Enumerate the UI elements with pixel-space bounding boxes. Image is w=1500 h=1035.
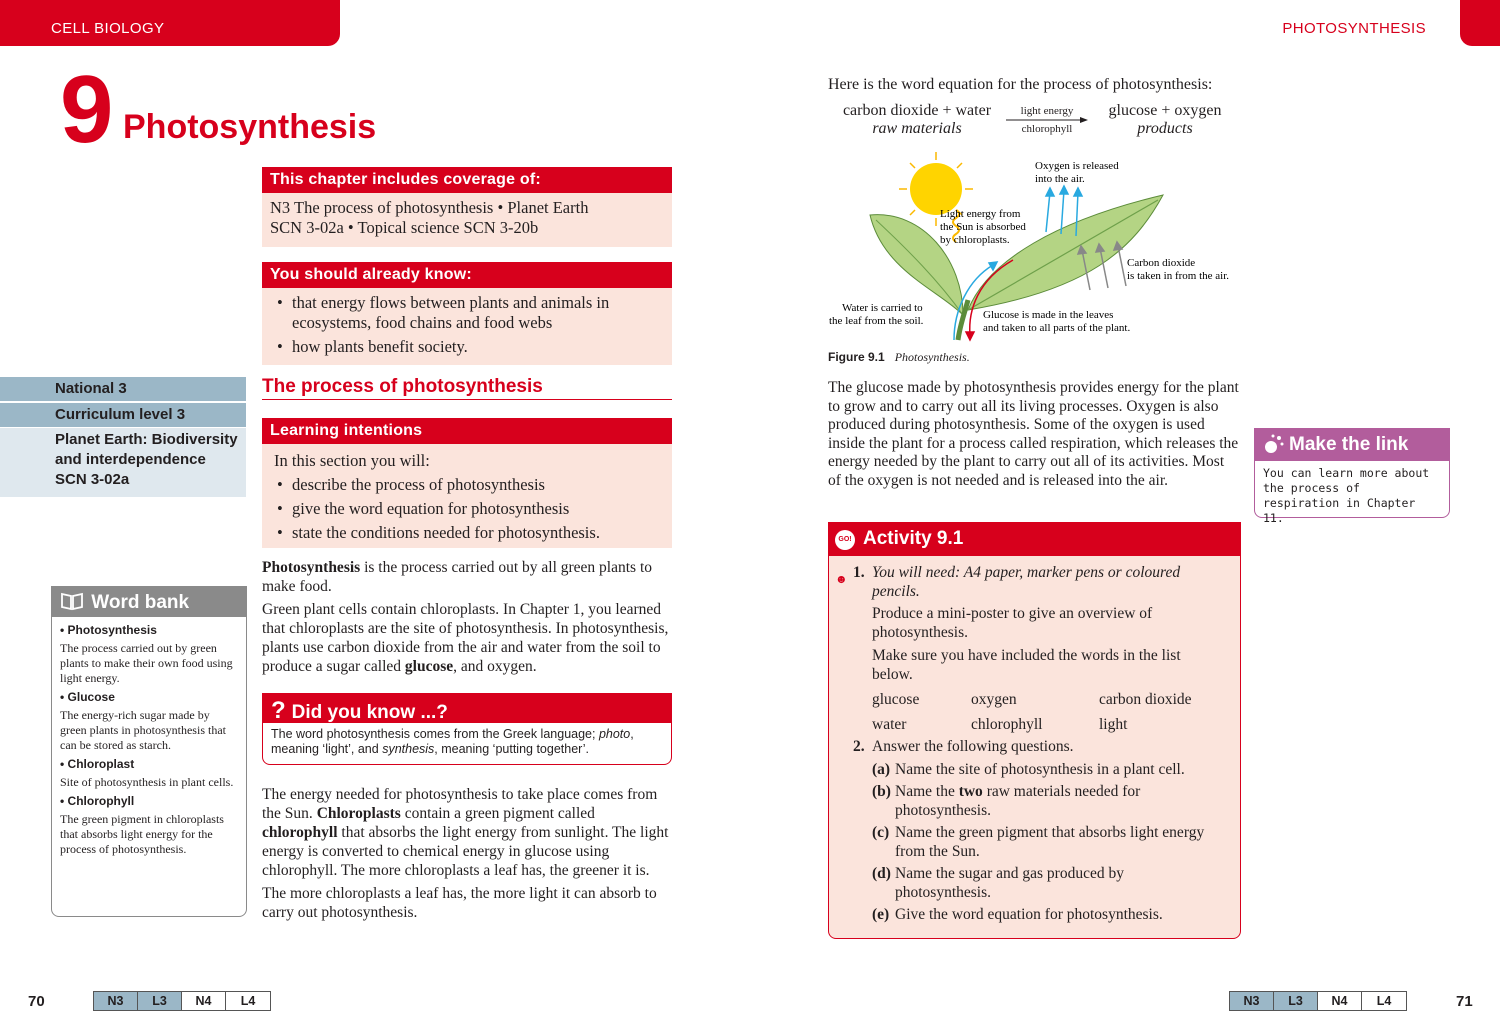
coverage-heading: This chapter includes coverage of: — [262, 167, 672, 193]
coverage-line: SCN 3-02a • Topical science SCN 3-20b — [270, 218, 539, 237]
equation-reactants: carbon dioxide + water — [842, 102, 992, 119]
word-bank-term: • Glucose — [60, 690, 115, 704]
level-topic: Planet Earth: Biodiversity and interdependence SCN 3-02a — [0, 428, 246, 497]
part-text: Name the sugar and gas produced by photosynthesis. — [895, 865, 1124, 901]
level-cell: L3 — [1274, 992, 1318, 1010]
page-number-right: 71 — [1456, 993, 1473, 1010]
term-chlorophyll: chlorophyll — [262, 824, 338, 841]
chapter-number: 9 — [60, 56, 110, 163]
intro-text: Photosynthesis is the process carried out by all green plants to make food. Green plant cells contain chloroplasts. In Chapter 1, you learned that chloroplasts are the site of photosynthesis. In photosynthesis, plants use carbon dioxide from the air and water from the soil to produce a sugar called glucose, and oxygen. — [262, 559, 669, 675]
level-strip-left — [93, 991, 271, 1011]
term-chloroplasts: Chloroplasts — [316, 805, 401, 822]
question-number: 2. — [853, 738, 865, 755]
arrow-above-label: light energy — [1020, 105, 1074, 117]
word-bank-term: • Chlorophyll — [60, 794, 135, 808]
level-strip-right — [1229, 991, 1407, 1011]
link-icon — [1261, 433, 1285, 457]
activity-heading: Activity 9.1 — [863, 528, 964, 549]
label-glucose: and taken to all parts of the plant. — [983, 322, 1131, 334]
make-the-link-text: You can learn more about the process of respiration in Chapter 11. — [1263, 466, 1430, 525]
level-national: National 3 — [0, 377, 246, 401]
arrow-below-label: chlorophyll — [1021, 123, 1073, 135]
chapter-title: Photosynthesis — [123, 108, 377, 146]
activity-header — [829, 523, 1240, 556]
word-list-item: glucose — [872, 691, 920, 708]
word-list-item: oxygen — [971, 691, 1017, 708]
section-title: The process of photosynthesis — [262, 376, 672, 400]
label-light: by chloroplasts. — [940, 234, 1010, 246]
list-item: • describe the process of photosynthesis — [270, 473, 660, 497]
did-you-know-box — [262, 693, 672, 765]
book-icon — [60, 591, 84, 611]
activity-box — [828, 522, 1241, 939]
word-list-item: water — [872, 716, 907, 733]
learning-intentions-box — [262, 418, 672, 548]
term-glucose: glucose — [404, 658, 454, 675]
level-cell: N3 — [1230, 992, 1274, 1010]
label-glucose: Glucose is made in the leaves — [983, 309, 1114, 321]
part-text: Name the two raw materials needed for photosynthesis. — [895, 783, 1141, 819]
word-bank — [51, 586, 247, 917]
section-label-right: PHOTOSYNTHESIS — [1282, 20, 1426, 37]
figure-caption: Figure 9.1 Photosynthesis. — [828, 350, 970, 364]
label-co2: Carbon dioxide — [1127, 257, 1196, 269]
word-list-item: chlorophyll — [971, 716, 1043, 733]
energy-text: The energy needed for photosynthesis to take place comes from the Sun. Chloroplasts contain a green pigment called chlorophyll that absorbs the light energy from sunlight. The light energy is converted to chemical energy in glucose using chlorophyll. The more chloroplasts a leaf has, the greener it is. The more chloroplasts a leaf has, the more light it can absorb to carry out photosynthesis. — [262, 786, 669, 921]
go-icon: GO! — [835, 530, 855, 550]
label-light: the Sun is absorbed — [940, 221, 1026, 233]
word-bank-header — [52, 587, 246, 617]
word-bank-definition: The green pigment in chloroplasts that absorbs light energy for the process of photosynthesis. — [60, 812, 224, 856]
label-oxygen: Oxygen is released — [1035, 160, 1119, 172]
label-co2: is taken in from the air. — [1127, 270, 1230, 282]
list-item: • give the word equation for photosynthesis — [270, 497, 660, 521]
learning-intro: In this section you will: — [274, 451, 430, 470]
question-number: 1. — [853, 564, 865, 581]
learning-heading: Learning intentions — [262, 418, 672, 444]
did-you-know-header — [263, 694, 671, 723]
part-label: (c) — [872, 824, 890, 841]
level-cell: L3 — [138, 992, 182, 1010]
term-photosynthesis: Photosynthesis — [262, 559, 361, 576]
question-text: Make sure you have included the words in the list below. — [872, 647, 1181, 683]
already-know-heading: You should already know: — [262, 262, 672, 288]
header-tab-left — [0, 0, 340, 46]
question-text: Produce a mini-poster to give an overview of photosynthesis. — [872, 605, 1153, 641]
page-number-left: 70 — [28, 993, 45, 1010]
list-item: • how plants benefit society. — [270, 337, 664, 357]
label-water: Water is carried to — [842, 302, 923, 314]
coverage-box — [262, 167, 672, 247]
make-the-link-box — [1254, 428, 1450, 525]
photosynthesis-diagram — [828, 150, 1248, 345]
equation-products: glucose + oxygen — [1108, 102, 1222, 119]
equation-intro: Here is the word equation for the process of photosynthesis: — [828, 76, 1213, 93]
level-cell: N4 — [1318, 992, 1362, 1010]
word-equation — [828, 102, 1248, 142]
header-tab-right — [1460, 0, 1500, 46]
already-know-box — [262, 262, 672, 365]
word-bank-term: • Photosynthesis — [60, 623, 157, 637]
list-item: • that energy flows between plants and animals in ecosystems, food chains and food webs — [270, 293, 664, 333]
part-text: Give the word equation for photosynthesis. — [895, 906, 1163, 923]
question-mark-icon: ? — [271, 697, 286, 724]
question-text: Answer the following questions. — [872, 738, 1074, 755]
word-bank-term: • Chloroplast — [60, 757, 135, 771]
coverage-line: N3 The process of photosynthesis • Planet Earth — [270, 198, 589, 217]
part-label: (b) — [872, 783, 891, 800]
question-text: You will need: A4 paper, marker pens or coloured pencils. — [872, 564, 1181, 600]
glucose-text: The glucose made by photosynthesis provides energy for the plant to grow and to carry out all its living processes. Oxygen is also produced during photosynthesis. Some of the oxygen is used inside the plant for a process called respiration, which releases the energy needed by the plant to carry out all of its activities. Most of the oxygen is not needed and is released into the air. — [828, 379, 1239, 489]
part-label: (a) — [872, 761, 891, 778]
part-text: Name the green pigment that absorbs light energy from the Sun. — [895, 824, 1205, 860]
part-label: (e) — [872, 906, 890, 923]
part-label: (d) — [872, 865, 891, 882]
list-item: • state the conditions needed for photosynthesis. — [270, 521, 660, 545]
label-water: the leaf from the soil. — [829, 315, 924, 327]
level-cell: L4 — [1376, 994, 1392, 1008]
word-bank-definition: The energy-rich sugar made by green plants in photosynthesis that can be stored as starch. — [60, 708, 226, 752]
word-list-item: carbon dioxide — [1099, 691, 1192, 708]
word-bank-heading: Word bank — [91, 592, 190, 613]
level-curriculum: Curriculum level 3 — [0, 403, 246, 427]
smiley-icon: ☻ — [835, 572, 848, 586]
part-text: Name the site of photosynthesis in a plant cell. — [895, 761, 1185, 778]
level-cell: L4 — [240, 994, 256, 1008]
label-light: Light energy from — [940, 208, 1021, 220]
level-cell: N3 — [94, 992, 138, 1010]
did-you-know-heading: Did you know ...? — [291, 702, 448, 723]
word-list-item: light — [1099, 716, 1128, 733]
section-label-left: CELL BIOLOGY — [51, 20, 165, 37]
equation-reactants-label: raw materials — [872, 120, 962, 137]
equation-products-label: products — [1137, 120, 1193, 137]
word-bank-definition: The process carried out by green plants to make their own food using light energy. — [60, 641, 233, 685]
word-bank-definition: Site of photosynthesis in plant cells. — [60, 775, 234, 789]
make-the-link-heading: Make the link — [1289, 434, 1409, 455]
make-the-link-header — [1255, 429, 1449, 461]
level-cell: N4 — [182, 992, 226, 1010]
label-oxygen: into the air. — [1035, 173, 1085, 185]
did-you-know-text: The word photosynthesis comes from the Greek language; photo, meaning ‘light’, and synthesis, meaning ‘putting together’. — [271, 727, 634, 756]
